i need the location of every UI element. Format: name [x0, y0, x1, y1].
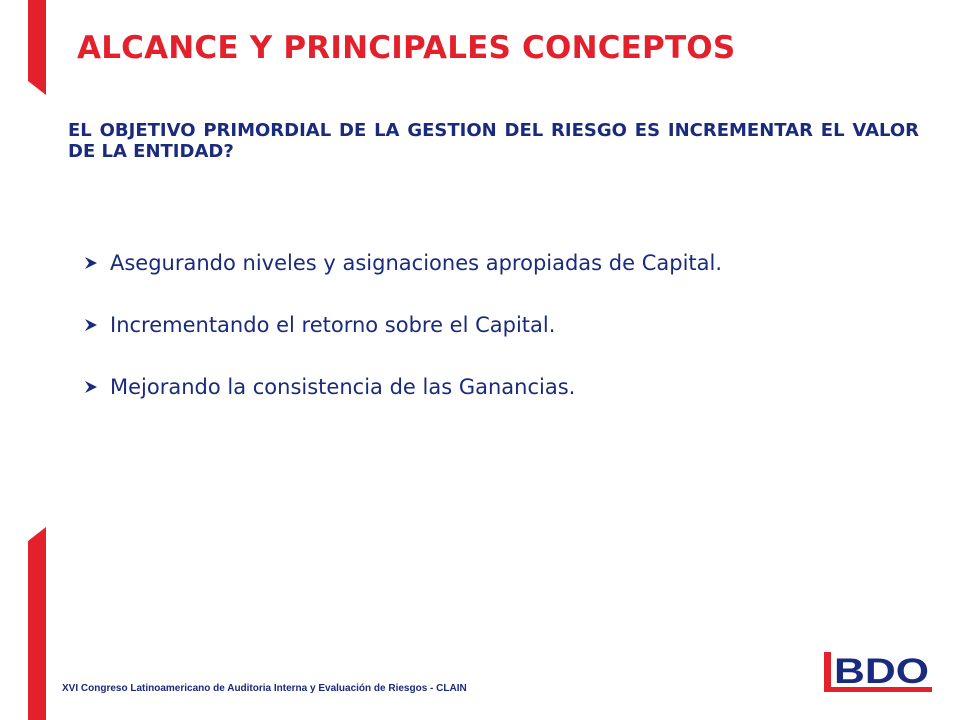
slide-title: ALCANCE Y PRINCIPALES CONCEPTOS: [77, 30, 736, 66]
bullet-item: [84, 310, 722, 340]
decorative-red-bar-bottom: [28, 527, 46, 720]
footer-text: XVI Congreso Latinoamericano de Auditoria Interna y Evaluación de Riesgos - CLAIN: [62, 683, 467, 694]
bullet-item: [84, 372, 722, 402]
bullet-text: Asegurando niveles y asignaciones apropiadas de Capital.: [110, 251, 723, 275]
decorative-red-bar-top: [28, 0, 46, 95]
bullet-text: Mejorando la consistencia de las Ganancias.: [110, 375, 576, 399]
bullet-list: [84, 248, 722, 434]
arrow-bullet-icon: [84, 256, 98, 270]
bullet-item: [84, 248, 722, 278]
arrow-bullet-icon: [84, 318, 98, 332]
bdo-logo: [824, 652, 932, 694]
objective-question: EL OBJETIVO PRIMORDIAL DE LA GESTION DEL RIESGO ES INCREMENTAR EL VALOR DE LA ENTIDAD?: [68, 120, 919, 162]
bullet-text: Incrementando el retorno sobre el Capital.: [110, 313, 556, 337]
bdo-logo-text: BDO: [834, 652, 929, 691]
arrow-bullet-icon: [84, 380, 98, 394]
